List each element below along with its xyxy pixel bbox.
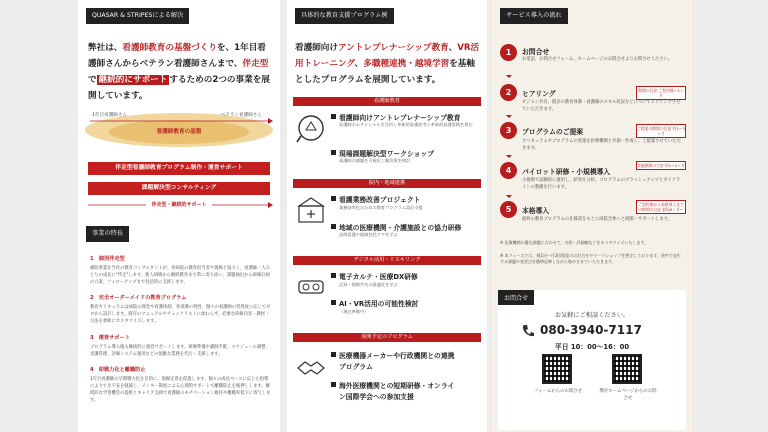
lead-text: で bbox=[88, 75, 97, 85]
program-bar: 伴走型看護師教育プログラム制作・運営サポート bbox=[88, 162, 270, 175]
lead-text: 、 bbox=[354, 59, 364, 69]
programs-lead bbox=[295, 40, 481, 88]
feature-item bbox=[90, 366, 272, 404]
program-item-desc: 看護師の課題を可視化し解決策を検討 bbox=[339, 158, 411, 163]
feature-title: 4 即戦力化と離職防止 bbox=[90, 367, 146, 373]
program-item-desc: 業務効率化のための教育プログラム設計支援 bbox=[339, 205, 423, 210]
lead-emphasis: アントレプレナーシップ教育 bbox=[337, 43, 449, 53]
feature-item bbox=[90, 294, 272, 325]
flow-note: ※ 本フェーズでは、週1回〜月2回程度のお打合せやワークショップを想定しております。途中で発生する課題や変更点を随時反映しながら進めさせていただきます。 bbox=[500, 253, 681, 264]
step-title: ヒアリング bbox=[522, 90, 556, 98]
feature-text: 1年目看護師の早期戦力化を目的に、現場定着を促進します。個々の成長ペースに応じた指導によりでき不安を軽減し、メンター制度による心理的サポートで離職防止を後押しします。継続的な学習機会の提供とキャリア支援で看護師のモチベーション維持や離職率低下に寄与します。 bbox=[90, 377, 271, 403]
programs-header: 具体的な教育支援プログラム例 bbox=[295, 8, 394, 24]
step-number: 5 bbox=[500, 201, 517, 218]
program-item-desc: 看護師のポテンシャルを活用し革新的看護思考と革新的看護実践を育む bbox=[339, 122, 473, 127]
step-duration-badge: ご提案の期間の目安 約1〜3ヶ月 bbox=[637, 126, 685, 136]
step-title: 本格導入 bbox=[522, 207, 550, 215]
lead-emphasis: 伴走型 bbox=[242, 59, 269, 69]
feature-item bbox=[90, 334, 272, 358]
step-arrow bbox=[506, 115, 512, 118]
magnifier-idea-icon bbox=[295, 112, 327, 144]
website-qr-code[interactable] bbox=[612, 354, 642, 384]
section-label-upcoming: 展開予定のプログラム bbox=[293, 333, 481, 342]
support-diagram bbox=[84, 108, 274, 210]
panel-flow bbox=[492, 0, 692, 432]
features-header: 事業の特長 bbox=[86, 226, 129, 242]
step-desc: 最終の教育プログラムの仕様書をもとに両院全体へと展開・サポートします。 bbox=[522, 217, 673, 222]
step-desc: ビジョン共有、既存の教育体制・看護師のスキル状況などについてヒアリングさせていただきます。 bbox=[522, 100, 681, 112]
program-item-title: 海外医療機関との短期研修・オンライ bbox=[331, 380, 454, 390]
lead-emphasis: VR活用トレーニング bbox=[295, 43, 480, 69]
program-item-desc: 訪問看護や地域包括ケアを学ぶ bbox=[339, 232, 398, 237]
panel-solution bbox=[78, 0, 280, 432]
step-arrow bbox=[506, 195, 512, 198]
step-title: お問合せ bbox=[522, 48, 550, 56]
step-arrow bbox=[506, 75, 512, 78]
program-item-title: AI・VR活用の可能性検討 bbox=[331, 298, 418, 308]
program-item-title: 現場課題解決型ワークショップ bbox=[331, 148, 434, 158]
consulting-bar: 課題解決型コンサルティング bbox=[88, 182, 270, 195]
feature-title: 1 個別伴走型 bbox=[90, 256, 125, 262]
step-number: 4 bbox=[500, 162, 517, 179]
program-item-desc: 記録・情報共有の最適化を学ぶ bbox=[339, 282, 398, 287]
program-item-title-cont: ン国際学会への参加支援 bbox=[339, 393, 414, 401]
step-number: 1 bbox=[500, 44, 517, 61]
contact-lead: お気軽にご相談ください。 bbox=[554, 312, 630, 319]
flow-note: ※ 医療機関の優先課題に合わせて、内容・評価軸などをカスタマイズいたします。 bbox=[500, 240, 649, 245]
step-desc: 小規模で試験的に運用し、結果を分析。プログラムのブラッシュアップとガイドラインの整備を行います。 bbox=[522, 178, 681, 190]
lead-text: 弊社は、 bbox=[88, 43, 123, 53]
step-duration-badge: ご契約後から本格導入までの期間の目安 最短6ヶ月〜 bbox=[636, 200, 686, 214]
lead-emphasis: 看護師教育の基盤づくり bbox=[122, 43, 217, 53]
flow-header: サービス導入の流れ bbox=[500, 8, 568, 24]
feature-text: 補助事業な当社の教育コンサルタントが、各病院の教育担当者や現場と協力し、看護師一人ひとりの成長に"伴走"します。新人研修から継続教育まで常に寄り添い、課題抽出から研修計画の立案、フォローアップまで包括的に支援します。 bbox=[90, 266, 271, 285]
section-label-nurse-education: 看護師教育 bbox=[293, 97, 481, 106]
feature-title: 2 完全オーダーメイドの教育プログラム bbox=[90, 295, 187, 301]
lead-text: を、1年目看護師さんからベテラン看護師さんまで、 bbox=[88, 43, 266, 69]
program-item-title: 医療機器メーカーや行政機関との連携 bbox=[331, 350, 454, 360]
step-desc: カリキュラムやプログラムの実案を医療機関と共創・作成し、ご提案させていただきます。 bbox=[522, 139, 681, 151]
step-title: プログラムのご提案 bbox=[522, 128, 584, 136]
qr-label: フォームからのお問合せ bbox=[533, 389, 583, 394]
program-item-desc: （現在準備中） bbox=[339, 309, 369, 314]
panel-programs bbox=[287, 0, 487, 432]
lead-text: を基軸としたプログラムを展開しています。 bbox=[295, 59, 475, 85]
first-year-label: 1年目看護師さん bbox=[92, 113, 128, 118]
business-hours: 平日 10：00〜16：00 bbox=[554, 343, 630, 351]
lead-text: 、 bbox=[448, 43, 458, 53]
feature-title: 3 運営サポート bbox=[90, 335, 130, 341]
feature-text: 教育カリキュラムは病院の理念や看護体制、各部署の特性、個々の看護師の習熟度に応じてゼロから設計します。既存のマニュアルやチェックリストに加わらず、必要な研修内容・教材・方法を柔軟にカスタマイズします。 bbox=[90, 305, 271, 324]
step-title: パイロット研修・小規模導入 bbox=[522, 168, 611, 176]
hospital-network-icon bbox=[295, 194, 327, 226]
feature-text: プログラム導入後も継続的に運営サポートします。研修準備や講師手配、スケジュール調整、受講管理、評価システム運用などの煩雑な業務を代行・支援します。 bbox=[90, 345, 270, 357]
continuous-label: 伴走型・継続的サポート bbox=[151, 202, 207, 208]
program-item-title: 看護師向けアントレプレナーシップ教育 bbox=[331, 112, 461, 122]
step-arrow bbox=[506, 155, 512, 158]
handshake-icon bbox=[295, 350, 327, 382]
step-desc: お電話、お問合せフォーム、ホームページのお問合せよりお問合せください。 bbox=[522, 57, 673, 62]
section-label-digital: デジタル活用・リスキリング bbox=[293, 256, 481, 265]
contact-header: お問合せ bbox=[498, 290, 534, 305]
program-item-title: 電子カルテ・医療DX研修 bbox=[331, 271, 418, 281]
lead-highlight: 継続的にサポート bbox=[98, 75, 168, 85]
qr-label: 弊社ホームページからのお問合せ bbox=[599, 389, 657, 401]
step-number: 3 bbox=[500, 122, 517, 139]
solution-lead bbox=[88, 40, 274, 104]
solution-header: QUASAR & STRIPESによる解決 bbox=[86, 8, 189, 24]
program-item-title: 看護業務改善プロジェクト bbox=[331, 194, 420, 204]
step-number: 2 bbox=[500, 84, 517, 101]
phone-icon bbox=[520, 323, 536, 339]
lead-emphasis: 多職種連携・越境学習 bbox=[363, 59, 450, 69]
vr-headset-icon bbox=[295, 271, 327, 303]
feature-item bbox=[90, 255, 272, 286]
contact-box bbox=[498, 290, 686, 430]
step-duration-badge: 実施期間の目安 約1〜2ヶ月 bbox=[637, 163, 685, 168]
section-label-regional: 院内・地域連携 bbox=[293, 179, 481, 188]
lead-text: 看護師向け bbox=[295, 43, 338, 53]
lead-text: するための2つの事業を展開しています。 bbox=[88, 75, 270, 101]
step-duration-badge: 期間の目安 ご契約後〜1ヶ月 bbox=[636, 86, 686, 100]
veteran-label: ベテラン看護師さん bbox=[220, 113, 262, 118]
base-label: 看護師教育の基盤 bbox=[156, 129, 202, 135]
program-item-title: 地域の医療機関・介護施設との協力研修 bbox=[331, 222, 461, 232]
program-item-title-cont: プログラム bbox=[339, 363, 373, 371]
phone-number[interactable]: 080-3940-7117 bbox=[540, 323, 642, 337]
form-qr-code[interactable] bbox=[542, 354, 572, 384]
